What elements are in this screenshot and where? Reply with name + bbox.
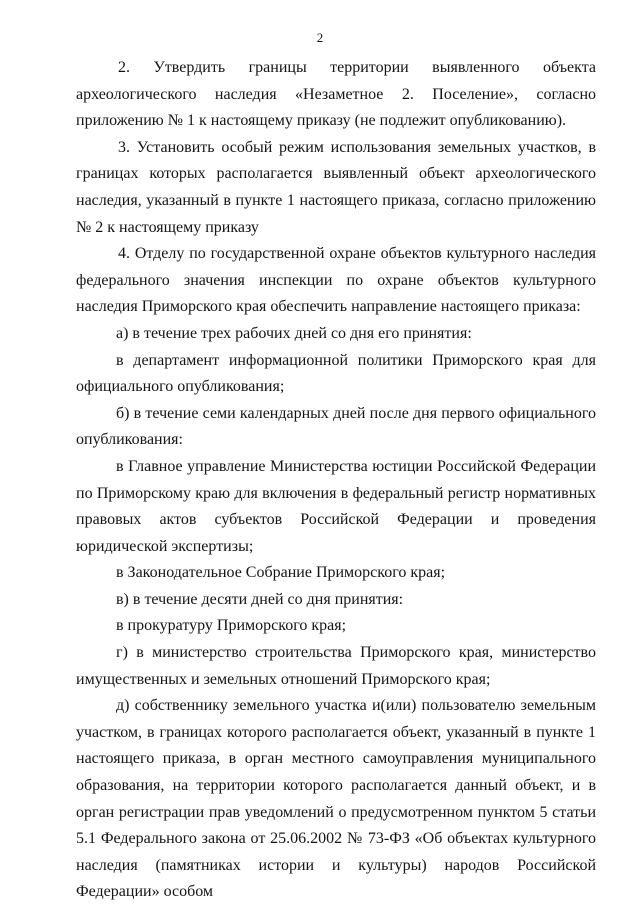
paragraph-subitem-d: д) собственнику земельного участка и(или) пользователю земельным участком, в границах которого располагается объект, указанный в пункте 1 настоящего приказа, в орган местного самоуправления муниципального образования, на территории которого располагается данный объект, и в орган регистрации прав уведомлений о предусмотренном пунктом 5 статьи 5.1 Федерального закона от 25.06.2002 № 73-ФЗ «Об объектах культурного наследия (памятниках истории и культуры) народов Российской Федерации» особом	[76, 697, 596, 901]
paragraph-subitem-v: в) в течение десяти дней со дня принятия:	[116, 590, 404, 608]
paragraph-prosecutor: в прокуратуру Приморского края;	[116, 617, 347, 635]
paragraph-justice-ministry: в Главное управление Министерства юстиции Российской Федерации по Приморскому краю для включения в федеральный регистр нормативных правовых актов субъектов Российской Федерации и проведения юридической экспертизы;	[76, 457, 596, 555]
page-number: 2	[316, 30, 324, 45]
document-body	[76, 55, 596, 906]
paragraph-subitem-g: г) в министерство строительства Приморского края, министерство имущественных и земельных отношений Приморского края;	[76, 644, 596, 688]
paragraph-item-4: 4. Отделу по государственной охране объектов культурного наследия федерального значения инспекции по охране объектов культурного наследия Приморского края обеспечить направление настоящего приказа:	[76, 245, 596, 316]
paragraph-legislative-assembly: в Законодательное Собрание Приморского края;	[116, 564, 446, 582]
paragraph-info-policy-dept: в департамент информационной политики Приморского края для официального опубликования;	[76, 351, 596, 396]
paragraph-subitem-b: б) в течение семи календарных дней после дня первого официального опубликования:	[76, 404, 596, 449]
paragraph-item-2: 2. Утвердить границы территории выявленного объекта археологического наследия «Незаметное 2. Поселение», согласно приложению № 1 к настоящему приказу (не подлежит опубликованию).	[76, 59, 596, 130]
paragraph-item-3: 3. Установить особый режим использования земельных участков, в границах которых располагается выявленный объект археологического наследия, указанный в пункте 1 настоящего приказа, согласно приложению № 2 к настоящему приказу	[76, 138, 596, 236]
paragraph-subitem-a: а) в течение трех рабочих дней со дня его принятия:	[116, 324, 472, 342]
